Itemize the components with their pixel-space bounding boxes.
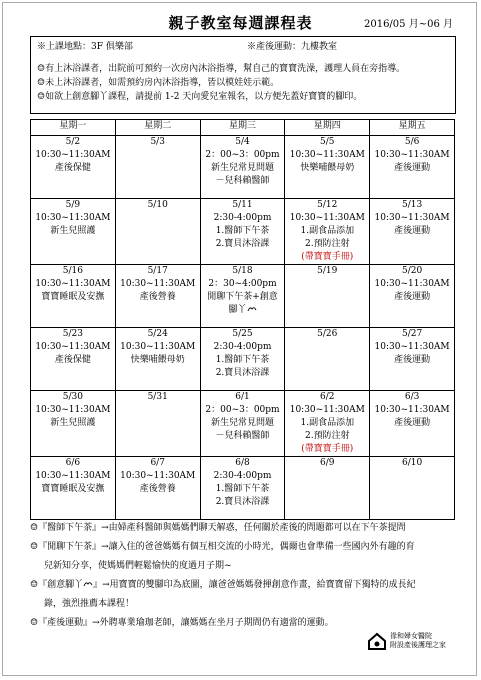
hospital-logo — [367, 629, 463, 653]
cell-line: 2.預防注射 — [304, 239, 350, 249]
schedule-row — [31, 265, 455, 328]
cell-line: 1.副食品添加 — [300, 418, 355, 428]
cell-line: 產後運動 — [394, 355, 431, 365]
schedule-cell — [115, 265, 200, 328]
cell-date: 5/26 — [317, 329, 338, 339]
cell-line: 10:30~11:30AM — [120, 471, 196, 481]
cell-line: 產後保健 — [54, 163, 91, 173]
info-box — [30, 36, 456, 114]
cell-line: 1.副食品添加 — [300, 226, 355, 236]
cell-line: 產後運動 — [394, 418, 431, 428]
cell-date: 6/6 — [65, 458, 81, 468]
footnote-chat-tea — [30, 538, 460, 576]
schedule-row — [31, 328, 455, 391]
cell-line: 10:30~11:30AM — [374, 342, 450, 352]
schedule-cell — [31, 265, 116, 328]
schedule-row — [31, 391, 455, 457]
cell-line: －兒科賴醫師 — [215, 431, 270, 441]
cell-line: 快樂哺餵母奶 — [300, 163, 355, 173]
schedule-cell — [370, 136, 455, 199]
cell-line: 產後營養 — [139, 292, 176, 302]
schedule-cell — [31, 457, 116, 520]
cell-line: 產後運動 — [394, 226, 431, 236]
schedule-row — [31, 199, 455, 265]
weekday-header: 星期五 — [370, 120, 455, 136]
cell-line: 10:30~11:30AM — [35, 213, 111, 223]
cell-date: 6/2 — [320, 392, 335, 402]
schedule-cell — [115, 136, 200, 199]
schedule-cell — [200, 391, 285, 457]
cell-line: 新生兒常見問題 — [210, 418, 274, 428]
house-icon — [367, 631, 387, 651]
cell-line: 快樂哺餵母奶 — [130, 355, 185, 365]
schedule-cell — [200, 136, 285, 199]
cell-line: 1.醫師下午茶 — [215, 355, 270, 365]
cell-date: 5/18 — [232, 266, 253, 276]
cell-line: 10:30~11:30AM — [35, 342, 111, 352]
cell-line: 10:30~11:30AM — [35, 405, 111, 415]
cell-date: 5/9 — [65, 200, 81, 210]
schedule-cell — [31, 328, 116, 391]
cell-line: 寶寶睡眠及安撫 — [41, 292, 105, 302]
schedule-cell — [31, 391, 116, 457]
cell-line: 2：00~3：00pm — [205, 150, 280, 160]
cell-line: 10:30~11:30AM — [374, 213, 450, 223]
schedule-cell — [115, 199, 200, 265]
cell-line: 產後運動 — [394, 163, 431, 173]
schedule-row — [31, 457, 455, 520]
schedule-cell — [370, 199, 455, 265]
footnote-line: 錄，強烈推薦本課程！ — [44, 599, 135, 609]
cell-date: 5/13 — [401, 200, 423, 210]
cell-line: 寶寶睡眠及安撫 — [41, 484, 105, 494]
cell-line: 10:30~11:30AM — [289, 150, 365, 160]
cell-date: 5/6 — [404, 137, 420, 147]
cell-line: 產後保健 — [54, 355, 91, 365]
cell-date: 5/31 — [147, 392, 168, 402]
footnote-line: ☺『醫師下午茶』→由婦產科醫師與媽媽們聊天解惑，任何關於產後的問題都可以在下午茶提問 — [30, 523, 406, 533]
schedule-cell — [285, 457, 370, 520]
cell-line: 新生兒常見問題 — [210, 163, 274, 173]
cell-date: 5/24 — [147, 329, 168, 339]
cell-line: 2.寶貝沐浴課 — [215, 239, 270, 249]
cell-date: 5/17 — [147, 266, 168, 276]
footnote-line: 』→用寶寶的雙腳印為底圖，讓爸爸媽媽發揮創意作畫，給寶寶留下獨特的成長紀 — [93, 580, 416, 590]
cell-line: 2.預防注射 — [304, 431, 350, 441]
exercise-location: ※產後運動：九樓教室 — [247, 42, 338, 52]
cell-line: 10:30~11:30AM — [35, 471, 111, 481]
weekday-header: 星期二 — [115, 120, 200, 136]
footnotes — [30, 519, 460, 633]
cell-line: (帶寶寶手冊) — [301, 444, 354, 454]
cell-date: 6/9 — [320, 458, 335, 468]
cell-line: 2：00~3：00pm — [205, 405, 280, 415]
cell-line: (帶寶寶手冊) — [301, 252, 354, 262]
cell-line: 產後營養 — [139, 484, 176, 494]
schedule-cell — [370, 457, 455, 520]
cell-date: 5/20 — [401, 266, 423, 276]
cell-line: 2：30~4:00pm — [208, 279, 277, 289]
cell-line: 2.寶貝沐浴課 — [215, 368, 270, 378]
cell-line: 閒聊下午茶+創意 — [207, 292, 278, 302]
footprint-icon — [247, 305, 257, 313]
cell-line: 10:30~11:30AM — [374, 405, 450, 415]
footnote-line: ☺『閒聊下午茶』→讓入住的爸爸媽媽有個互相交流的小時光，偶爾也會準備一些國內外有趣的育 — [30, 542, 415, 552]
schedule-cell — [200, 328, 285, 391]
cell-date: 5/27 — [401, 329, 423, 339]
schedule-table — [30, 119, 455, 520]
cell-line: 2.寶貝沐浴課 — [215, 497, 270, 507]
cell-line: 產後運動 — [394, 292, 431, 302]
schedule-cell — [115, 391, 200, 457]
date-range: 2016/05 月~06 月 — [363, 19, 453, 30]
schedule-cell — [200, 457, 285, 520]
cell-date: 5/16 — [62, 266, 83, 276]
cell-date: 5/11 — [232, 200, 253, 210]
cell-date: 5/10 — [147, 200, 168, 210]
info-note: ☺如欲上創意腳丫課程，請提前 1-2 天向愛兒室報名，以方便先蓋好寶寶的腳印。 — [37, 92, 363, 102]
cell-date: 6/7 — [150, 458, 165, 468]
cell-date: 5/19 — [317, 266, 338, 276]
schedule-cell — [31, 136, 116, 199]
cell-date: 5/2 — [65, 137, 81, 147]
cell-date: 5/25 — [232, 329, 253, 339]
schedule-cell — [285, 328, 370, 391]
weekday-header: 星期四 — [285, 120, 370, 136]
cell-line: 10:30~11:30AM — [35, 279, 111, 289]
cell-line: 1.醫師下午茶 — [215, 484, 270, 494]
schedule-cell — [31, 199, 116, 265]
weekday-header-row — [31, 120, 455, 136]
schedule-cell — [370, 265, 455, 328]
cell-line: 10:30~11:30AM — [289, 213, 365, 223]
footnote-footprint — [30, 576, 460, 614]
cell-line: 腳丫 — [228, 305, 247, 315]
logo-line: 祿和婦女醫院 — [390, 632, 432, 640]
schedule-cell — [285, 199, 370, 265]
footnote-line: ☺『創意腳丫 — [30, 580, 84, 590]
cell-date: 5/30 — [62, 392, 83, 402]
cell-line: 10:30~11:30AM — [120, 342, 196, 352]
cell-line: 新生兒照護 — [50, 418, 96, 428]
schedule-cell — [285, 136, 370, 199]
cell-date: 5/5 — [320, 137, 335, 147]
cell-date: 6/8 — [235, 458, 250, 468]
weekday-header: 星期三 — [200, 120, 285, 136]
cell-date: 5/12 — [317, 200, 338, 210]
cell-line: 新生兒照護 — [50, 226, 96, 236]
footnote-doctor-tea — [30, 519, 460, 538]
footprint-icon — [83, 580, 93, 588]
cell-line: －兒科賴醫師 — [215, 176, 270, 186]
schedule-cell — [200, 199, 285, 265]
cell-date: 6/1 — [235, 392, 250, 402]
cell-line: 2:30-4:00pm — [213, 471, 272, 481]
schedule-cell — [370, 391, 455, 457]
footnote-line: 兒新知分享，使媽媽們輕鬆愉快的度過月子期~ — [44, 561, 232, 571]
cell-line: 10:30~11:30AM — [35, 150, 111, 160]
cell-date: 5/4 — [235, 137, 250, 147]
info-note: ☺未上沐浴課者，如需預約房內沐浴指導，皆以模娃娃示範。 — [37, 78, 280, 88]
schedule-cell — [115, 457, 200, 520]
cell-date: 5/3 — [150, 137, 165, 147]
page-title: 親子教室每週課程表 — [168, 14, 313, 32]
cell-line: 10:30~11:30AM — [289, 405, 365, 415]
cell-date: 6/10 — [401, 458, 423, 468]
cell-line: 2:30-4:00pm — [213, 342, 272, 352]
weekday-header: 星期一 — [31, 120, 116, 136]
cell-line: 2:30-4:00pm — [213, 213, 272, 223]
cell-line: 10:30~11:30AM — [374, 150, 450, 160]
schedule-row — [31, 136, 455, 199]
class-location: ※上課地點：3F 俱樂部 — [37, 42, 133, 52]
cell-date: 5/23 — [62, 329, 83, 339]
schedule-cell — [200, 265, 285, 328]
info-note: ☺有上沐浴課者，出院前可預約一次房內沐浴指導，幫自己的寶寶洗澡，護理人員在旁指導。 — [37, 64, 406, 74]
cell-line: 10:30~11:30AM — [374, 279, 450, 289]
schedule-cell — [370, 328, 455, 391]
schedule-cell — [285, 265, 370, 328]
footnote-line: ☺『產後運動』→外聘專業瑜珈老師，讓媽媽在坐月子期間仍有適當的運動。 — [30, 618, 334, 628]
schedule-cell — [115, 328, 200, 391]
schedule-cell — [285, 391, 370, 457]
cell-line-with-icon — [201, 304, 285, 317]
cell-line: 1.醫師下午茶 — [215, 226, 270, 236]
cell-line: 10:30~11:30AM — [120, 279, 196, 289]
logo-line: 附設產後護理之家 — [390, 641, 446, 649]
cell-date: 6/3 — [404, 392, 420, 402]
